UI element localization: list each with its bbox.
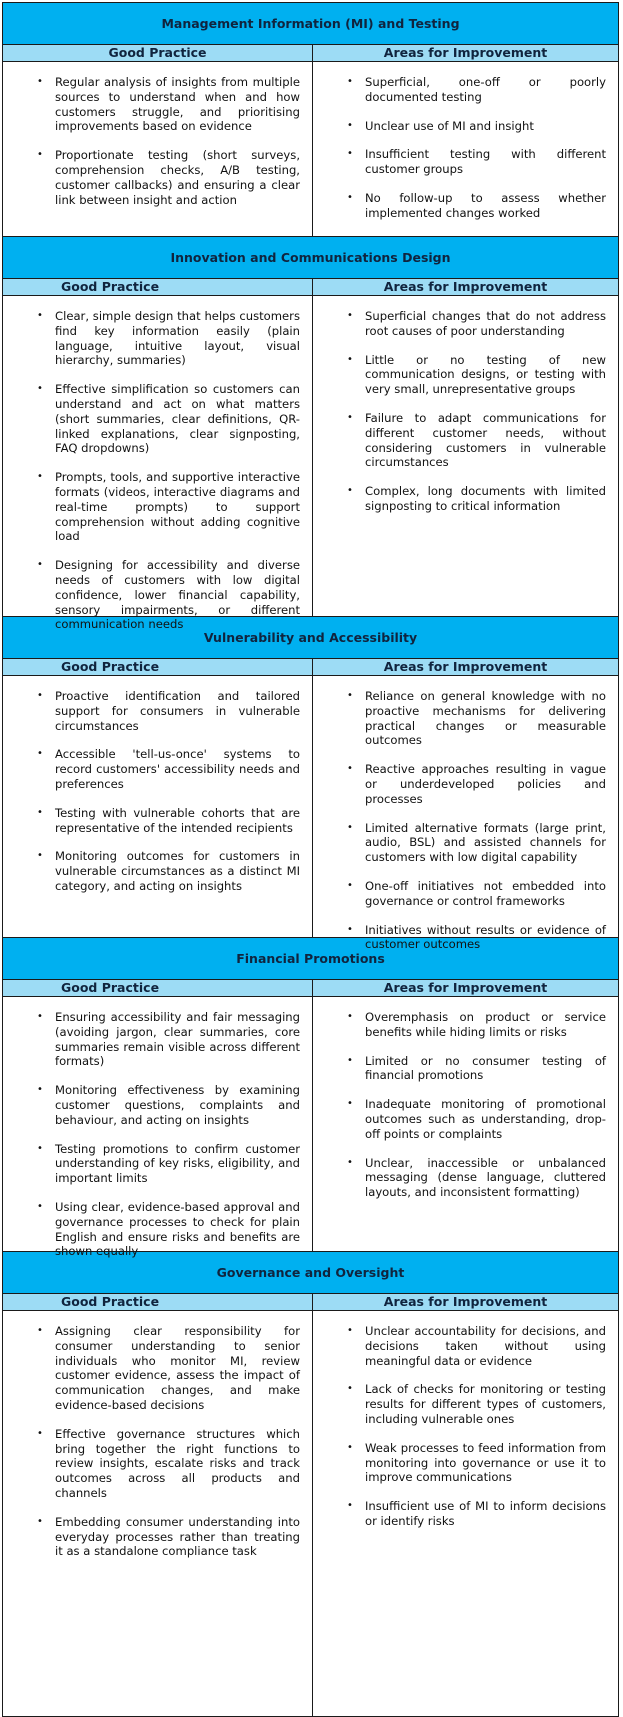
bullet-icon: • bbox=[347, 1054, 353, 1066]
bullet-icon: • bbox=[37, 1142, 43, 1154]
list-item-text: Proportionate testing (short surveys, comprehension checks, A/B testing, customer callbacks) and ensuring a clear link between insight and action bbox=[55, 148, 300, 207]
list-item bbox=[13, 558, 300, 632]
list-item-text: Regular analysis of insights from multiple sources to understand when and how customers struggle, and prioritising improvements based on evidence bbox=[55, 75, 300, 134]
list-item-text: Weak processes to feed information from monitoring into governance or use it to improve communications bbox=[365, 1440, 606, 1485]
section-title: Vulnerability and Accessibility bbox=[3, 617, 618, 659]
areas-for-improvement-column bbox=[313, 62, 618, 236]
bullet-icon: • bbox=[347, 923, 353, 935]
areas-for-improvement-column bbox=[313, 296, 618, 616]
good-practice-header: Good Practice bbox=[3, 1294, 313, 1310]
list-item-text: Inadequate monitoring of promotional outcomes such as understanding, drop-off points or complaints bbox=[365, 1097, 606, 1141]
column-headers bbox=[3, 659, 618, 676]
good-practice-list bbox=[13, 75, 300, 207]
bullet-icon: • bbox=[37, 748, 43, 760]
bullet-icon: • bbox=[37, 1011, 43, 1022]
list-item-text: Reliance on general knowledge with no proactive mechanisms for delivering practical changes or measurable outcomes bbox=[365, 689, 606, 748]
list-item-text: Monitoring effectiveness by examining customer questions, complaints and behaviour, and acting on insights bbox=[55, 1083, 300, 1127]
list-item-text: Unclear, inaccessible or unbalanced messaging (dense language, cluttered layouts, and inconsistent formatting) bbox=[365, 1155, 606, 1200]
section-body bbox=[3, 997, 618, 1259]
bullet-icon: • bbox=[37, 850, 43, 862]
list-item-text: Using clear, evidence-based approval and governance processes to check for plain English and ensure risks and benefits are shown equally bbox=[55, 1199, 300, 1259]
list-item-text: Insufficient use of MI to inform decisions or identify risks bbox=[365, 1499, 606, 1528]
bullet-icon: • bbox=[347, 411, 353, 423]
list-item bbox=[323, 75, 606, 105]
list-item-text: Effective simplification so customers can understand and act on what matters (short summaries, clear definitions, QR-linked explanations, clear signposting, FAQ dropdowns) bbox=[55, 382, 300, 456]
bullet-icon: • bbox=[347, 1441, 353, 1453]
list-item bbox=[13, 75, 300, 134]
good-practice-list bbox=[13, 689, 300, 894]
list-item bbox=[13, 309, 300, 368]
list-item-text: Lack of checks for monitoring or testing results for different types of customers, including vulnerable ones bbox=[365, 1382, 606, 1426]
bullet-icon: • bbox=[347, 1383, 353, 1395]
areas-for-improvement-header: Areas for Improvement bbox=[383, 279, 548, 294]
bullet-icon: • bbox=[37, 310, 43, 321]
column-headers bbox=[3, 279, 618, 296]
areas-for-improvement-column bbox=[313, 997, 618, 1251]
list-item-text: Little or no testing of new communication designs, or testing with very small, unrepresentative groups bbox=[365, 352, 606, 397]
list-item-text: Accessible 'tell-us-once' systems to record customers' accessibility needs and preferences bbox=[55, 747, 300, 791]
good-practice-list bbox=[13, 1324, 300, 1559]
bullet-icon: • bbox=[37, 1200, 43, 1212]
list-item-text: Complex, long documents with limited signposting to critical information bbox=[365, 484, 606, 513]
bullet-icon: • bbox=[347, 1500, 353, 1512]
list-item bbox=[13, 849, 300, 893]
list-item bbox=[323, 923, 606, 953]
list-item bbox=[323, 119, 606, 134]
areas-for-improvement-header: Areas for Improvement bbox=[383, 45, 548, 60]
list-item-text: Testing with vulnerable cohorts that are representative of the intended recipients bbox=[55, 805, 300, 835]
list-item-text: Embedding consumer understanding into everyday processes rather than treating it as a standalone compliance task bbox=[55, 1514, 300, 1559]
bullet-icon: • bbox=[347, 191, 353, 203]
areas-for-improvement-header: Areas for Improvement bbox=[383, 980, 548, 995]
bullet-icon: • bbox=[347, 1098, 353, 1110]
list-item bbox=[323, 821, 606, 865]
section-title: Governance and Oversight bbox=[3, 1252, 618, 1294]
list-item bbox=[323, 1156, 606, 1200]
bullet-icon: • bbox=[37, 1515, 43, 1527]
list-item bbox=[13, 1324, 300, 1413]
list-item-text: Unclear accountability for decisions, and decisions taken without using meaningful data or evidence bbox=[365, 1324, 606, 1368]
list-item-text: Failure to adapt communications for different customer needs, without considering customers in vulnerable circumstances bbox=[365, 410, 606, 470]
list-item-text: Limited alternative formats (large print, audio, BSL) and assisted channels for customers with low digital capability bbox=[365, 820, 606, 865]
improvement-list bbox=[323, 1010, 606, 1200]
list-item bbox=[13, 470, 300, 544]
bullet-icon: • bbox=[37, 690, 43, 701]
list-item bbox=[13, 1515, 300, 1559]
list-item-text: Proactive identification and tailored support for consumers in vulnerable circumstances bbox=[55, 689, 300, 733]
bullet-icon: • bbox=[347, 1325, 353, 1336]
good-practice-header: Good Practice bbox=[3, 279, 313, 295]
column-headers bbox=[3, 1294, 618, 1311]
list-item bbox=[13, 1142, 300, 1186]
list-item bbox=[323, 1324, 606, 1368]
list-item bbox=[13, 806, 300, 836]
section-title: Innovation and Communications Design bbox=[3, 237, 618, 279]
bullet-icon: • bbox=[37, 559, 43, 571]
improvement-list bbox=[323, 1324, 606, 1529]
good-practice-list bbox=[13, 309, 300, 632]
section-title: Financial Promotions bbox=[3, 938, 618, 980]
list-item bbox=[323, 191, 606, 221]
list-item bbox=[323, 762, 606, 806]
list-item bbox=[323, 1499, 606, 1529]
bullet-icon: • bbox=[37, 1084, 43, 1096]
list-item-text: No follow-up to assess whether implemented changes worked bbox=[365, 190, 606, 220]
bullet-icon: • bbox=[347, 763, 353, 775]
good-practice-column bbox=[3, 1311, 313, 1716]
section-body bbox=[3, 62, 618, 236]
good-practice-header: Good Practice bbox=[3, 659, 313, 675]
bullet-icon: • bbox=[347, 148, 353, 160]
list-item bbox=[323, 1097, 606, 1141]
bullet-icon: • bbox=[37, 149, 43, 161]
bullet-icon: • bbox=[347, 76, 353, 87]
list-item-text: Testing promotions to confirm customer understanding of key risks, eligibility, and important limits bbox=[55, 1141, 300, 1186]
section-body bbox=[3, 1311, 618, 1716]
list-item bbox=[13, 382, 300, 456]
good-practice-list bbox=[13, 1010, 300, 1259]
bullet-icon: • bbox=[347, 821, 353, 833]
bullet-icon: • bbox=[347, 119, 353, 131]
list-item bbox=[323, 1054, 606, 1084]
list-item-text: Overemphasis on product or service benefits while hiding limits or risks bbox=[365, 1010, 606, 1039]
list-item bbox=[13, 1010, 300, 1069]
bullet-icon: • bbox=[37, 1325, 43, 1336]
list-item bbox=[323, 353, 606, 397]
list-item bbox=[323, 484, 606, 514]
list-item-text: Limited or no consumer testing of financial promotions bbox=[365, 1053, 606, 1083]
list-item bbox=[323, 879, 606, 909]
bullet-icon: • bbox=[37, 806, 43, 818]
section-innovation-communications-design bbox=[2, 236, 619, 632]
bullet-icon: • bbox=[37, 383, 43, 395]
bullet-icon: • bbox=[347, 485, 353, 497]
list-item bbox=[323, 309, 606, 339]
list-item-text: Monitoring outcomes for customers in vulnerable circumstances as a distinct MI category, and acting on insights bbox=[55, 849, 300, 893]
list-item-text: Clear, simple design that helps customers find key information easily (plain language, intuitive layout, visual hierarchy, summaries) bbox=[55, 309, 300, 368]
practice-comparison-table bbox=[2, 2, 619, 1717]
list-item bbox=[323, 147, 606, 177]
list-item bbox=[323, 1382, 606, 1426]
bullet-icon: • bbox=[347, 310, 353, 321]
list-item-text: Ensuring accessibility and fair messaging (avoiding jargon, clear summaries, core summaries remain visible across different formats) bbox=[55, 1010, 300, 1069]
improvement-list bbox=[323, 689, 606, 952]
section-mi-and-testing bbox=[2, 2, 619, 236]
good-practice-column bbox=[3, 62, 313, 236]
list-item-text: Effective governance structures which bring together the right functions to review insights, escalate risks and track outcomes across all products and channels bbox=[55, 1426, 300, 1500]
list-item bbox=[323, 689, 606, 748]
good-practice-column bbox=[3, 296, 313, 632]
improvement-list bbox=[323, 75, 606, 221]
bullet-icon: • bbox=[37, 471, 43, 483]
list-item bbox=[323, 1010, 606, 1040]
list-item bbox=[13, 747, 300, 791]
bullet-icon: • bbox=[347, 690, 353, 701]
list-item bbox=[13, 1200, 300, 1259]
list-item-text: One-off initiatives not embedded into governance or control frameworks bbox=[365, 878, 606, 908]
list-item-text: Initiatives without results or evidence of customer outcomes bbox=[365, 922, 606, 952]
list-item bbox=[323, 411, 606, 470]
section-governance-oversight bbox=[2, 1251, 619, 1717]
list-item bbox=[13, 689, 300, 733]
bullet-icon: • bbox=[347, 879, 353, 891]
section-body bbox=[3, 296, 618, 632]
section-body bbox=[3, 676, 618, 952]
list-item-text: Superficial, one-off or poorly documented testing bbox=[365, 75, 606, 104]
list-item bbox=[13, 1083, 300, 1127]
areas-for-improvement-column bbox=[313, 1311, 618, 1716]
improvement-list bbox=[323, 309, 606, 514]
list-item-text: Reactive approaches resulting in vague or underdeveloped policies and processes bbox=[365, 762, 606, 806]
bullet-icon: • bbox=[37, 1427, 43, 1439]
list-item-text: Insufficient testing with different customer groups bbox=[365, 147, 606, 177]
column-headers bbox=[3, 45, 618, 62]
bullet-icon: • bbox=[347, 353, 353, 365]
list-item bbox=[323, 1441, 606, 1485]
bullet-icon: • bbox=[37, 76, 43, 87]
list-item-text: Prompts, tools, and supportive interactive formats (videos, interactive diagrams and real-time prompts) to support comprehension without adding cognitive load bbox=[55, 470, 300, 544]
list-item-text: Unclear use of MI and insight bbox=[365, 118, 534, 133]
column-headers bbox=[3, 980, 618, 997]
list-item-text: Superficial changes that do not address root causes of poor understanding bbox=[365, 309, 606, 338]
list-item bbox=[13, 148, 300, 207]
areas-for-improvement-column bbox=[313, 676, 618, 952]
good-practice-header: Good Practice bbox=[3, 980, 313, 996]
good-practice-header: Good Practice bbox=[3, 45, 313, 61]
good-practice-column bbox=[3, 676, 313, 937]
good-practice-column bbox=[3, 997, 313, 1259]
section-title: Management Information (MI) and Testing bbox=[3, 3, 618, 45]
list-item-text: Assigning clear responsibility for consumer understanding to senior individuals who monitor MI, review customer evidence, assess the impact of communication changes, and make evidence-based decisions bbox=[55, 1324, 300, 1412]
list-item-text: Designing for accessibility and diverse needs of customers with low digital confidence, lower financial capability, sensory impairments, or different communication needs bbox=[55, 558, 300, 632]
areas-for-improvement-header: Areas for Improvement bbox=[383, 1294, 548, 1309]
list-item bbox=[13, 1427, 300, 1501]
section-financial-promotions bbox=[2, 937, 619, 1259]
areas-for-improvement-header: Areas for Improvement bbox=[383, 659, 548, 674]
section-vulnerability-accessibility bbox=[2, 616, 619, 952]
bullet-icon: • bbox=[347, 1011, 353, 1022]
bullet-icon: • bbox=[347, 1156, 353, 1168]
